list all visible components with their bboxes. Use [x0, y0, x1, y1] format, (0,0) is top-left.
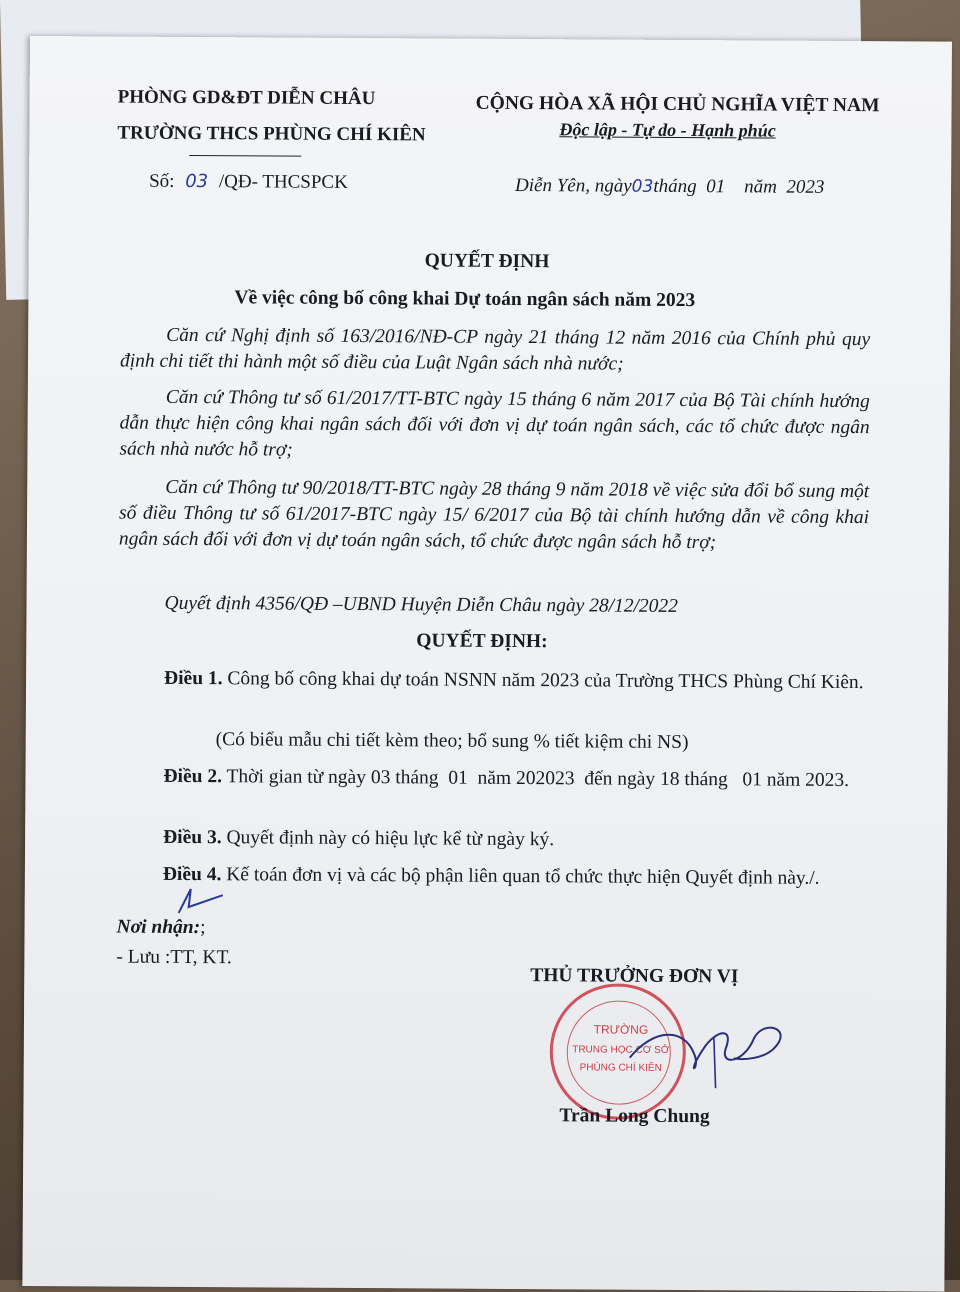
preamble-item: Căn cứ Thông tư số 61/2017/TT-BTC ngày 15 tháng 6 năm 2017 của Bộ Tài chính hướng dẫn thực hiện công khai ngân sách đối với đơn vị dự toán ngân sách, các tổ chức được ngân sách nhà nước hỗ trợ; [119, 386, 870, 461]
article-label: Điều 1. [164, 667, 223, 690]
recipients-label-text: Nơi nhận: [116, 916, 201, 939]
org-name: TRƯỜNG THCS PHÙNG CHÍ KIÊN [117, 122, 426, 146]
article-2 [117, 763, 867, 795]
article-1-note: (Có biểu mẫu chi tiết kèm theo; bổ sung % tiết kiệm chi NS) [215, 729, 689, 754]
article-text: Thời gian từ ngày 03 tháng 01 năm 202023 đến ngày 18 tháng 01 năm 2023. [226, 766, 850, 792]
article-label: Điều 4. [162, 863, 222, 886]
doc-subject: Về việc công bố công khai Dự toán ngân sách năm 2023 [234, 287, 696, 312]
doc-number [149, 171, 348, 194]
article-label: Điều 2. [163, 765, 223, 788]
preamble-item: Căn cứ Nghị định số 163/2016/NĐ-CP ngày 21 tháng 12 năm 2016 của Chính phủ quy định chi tiết thi hành một số điều của Luật Ngân sách nhà nước; [119, 324, 871, 375]
org-parent: PHÒNG GD&ĐT DIỄN CHÂU [117, 86, 376, 110]
article-text: Công bố công khai dự toán NSNN năm 2023 của Trường THCS Phùng Chí Kiên. [227, 668, 864, 694]
doc-number-prefix: Số: [149, 170, 175, 192]
signer-title: THỦ TRƯỞNG ĐƠN VỊ [530, 965, 739, 988]
recipients-label-suffix: ; [200, 917, 206, 939]
recipients-label [116, 917, 205, 940]
seal-text-bottom: PHÙNG CHÍ KIÊN [579, 1062, 662, 1074]
doc-number-suffix: /QĐ- THCSPCK [218, 171, 348, 193]
country-name: CỘNG HÒA XÃ HỘI CHỦ NGHĨA VIỆT NAM [475, 92, 880, 117]
article-label: Điều 3. [163, 826, 222, 849]
article-text: Quyết định này có hiệu lực kể từ ngày ký. [226, 827, 555, 851]
decision-heading: QUYẾT ĐỊNH: [416, 630, 548, 653]
seal-text-mid: TRUNG HỌC CƠ SỞ [572, 1044, 670, 1056]
recipient-item: - Lưu :TT, KT. [116, 946, 232, 969]
article-text: Kế toán đơn vị và các bộ phận liên quan tổ chức thực hiện Quyết định này./. [226, 864, 820, 889]
article-3 [163, 827, 554, 851]
seal-text-top: TRƯỜNG [593, 1022, 649, 1037]
date-rest: tháng 01 năm 2023 [653, 175, 825, 198]
doc-title: QUYẾT ĐỊNH [424, 250, 550, 273]
date-day-handwritten: 03 [631, 176, 654, 197]
preamble-item: Căn cứ Thông tư 90/2018/TT-BTC ngày 28 tháng 9 năm 2018 về việc sửa đổi bổ sung một số điều Thông tư số 61/2017-BTC ngày 15/ 6/2017 của Bộ tài chính hướng dẫn về công khai ngân sách đối với đơn vị dự toán ngân sách, tổ chức được ngân sách hỗ trợ; [118, 476, 870, 554]
document-page [22, 36, 952, 1292]
doc-number-handwritten: 03 [185, 170, 209, 193]
signer-name: Trần Long Chung [559, 1105, 710, 1128]
preamble-item: Quyết định 4356/QĐ –UBND Huyện Diễn Châu ngày 28/12/2022 [164, 592, 679, 617]
date-prefix: Diễn Yên, ngày [515, 174, 632, 197]
handwritten-signature [624, 1008, 795, 1099]
initials-mark [171, 883, 231, 917]
article-1 [118, 665, 868, 697]
national-motto: Độc lập - Tự do - Hạnh phúc [559, 119, 776, 141]
header-rule-left [189, 155, 301, 157]
issue-date [515, 175, 824, 199]
